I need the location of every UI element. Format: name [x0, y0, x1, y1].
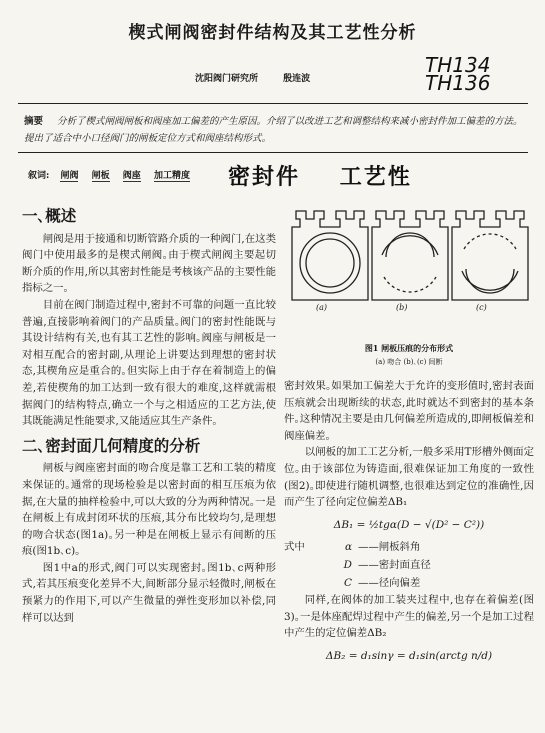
keyword: 闸阀: [60, 171, 79, 181]
abstract-label: 摘要: [24, 116, 44, 127]
figure-1: [284, 205, 534, 375]
paragraph: 图1中a的形式,阀门可以实现密封｡图1b､c两种形式,若其压痕变化差异不大,间断部分显示轻微时,闸板在预紧力的作用下,可以产生微量的弹性变形加以补偿,同样可以达到: [22, 561, 276, 624]
paragraph: 密封效果｡如果加工偏差大于允许的变形值时,密封表面压痕就会出现断续的状态,此时就达不到密封的基本条件｡这种情况主要是由几何偏差所造成的,即闸板偏差和阀座偏差｡: [284, 380, 534, 442]
def-desc: ——径向偏差: [358, 576, 421, 589]
handwritten-classification: [425, 53, 491, 95]
keywords-label: 叙词:: [28, 171, 50, 181]
figure-label-a: (a): [316, 303, 328, 312]
def-desc: ——密封面直径: [358, 558, 431, 571]
def-desc: ——闸板斜角: [358, 541, 421, 554]
def-symbol: α: [344, 541, 352, 554]
formula-1: ΔB₁ = ½tgα(D − √(D² − C²)): [333, 518, 485, 531]
def-symbol: C: [344, 576, 352, 589]
figure-label-b: (b): [396, 303, 408, 312]
paragraph: 闸阀是用于接通和切断管路介质的一种阀门,在这类阀门中使用最多的是楔式闸阀｡由于楔式闸阀主要起切断介质的作用,所以其密封性能是考核该产品的主要性能指标之一｡: [22, 232, 276, 295]
keyword: 阀座: [122, 171, 141, 181]
def-symbol: D: [343, 558, 352, 571]
handwritten-keywords: [228, 160, 442, 191]
variable-definitions: [284, 539, 534, 591]
right-column: [284, 378, 534, 671]
paper-title: 楔式闸阀密封件结构及其工艺性分析: [128, 23, 417, 43]
keyword: 加工精度: [153, 171, 190, 181]
keyword: 闸板: [91, 171, 110, 181]
section-heading: 二､密封面几何精度的分析: [22, 436, 201, 455]
handwritten-keyword: 密封件: [228, 165, 301, 190]
figure-label-c: (c): [476, 303, 487, 312]
affiliation: 沈阳阀门研究所: [195, 74, 259, 84]
paragraph: 以闸板的加工工艺分析,一般多采用T形槽外侧面定位｡由于该部位为铸造面,很难保证加工角度的一致性(图2)｡即使进行随机调整,也很难达到定位的准确性,因而产生了径向定位偏差ΔB₁: [284, 446, 534, 509]
figure-subcaption: (a) 吻合 (b)､(c) 间断: [375, 358, 443, 366]
divider-mid: [18, 152, 528, 153]
abstract: [24, 113, 524, 147]
gate-b: [372, 211, 448, 300]
author-line: [195, 71, 332, 84]
handwritten-code-2: TH136: [425, 71, 491, 95]
divider-top: [18, 103, 528, 104]
handwritten-keyword: 工艺性: [339, 165, 412, 190]
formula-2: ΔB₂ = d₁sinγ = d₁sin(arctg n/d): [325, 649, 493, 662]
paragraph: 目前在阀门制造过程中,密封不可靠的问题一直比较普遍,直接影响着阀门的产品质量｡阀门的密封性能既与其设计结构有关,也有其工艺性的影响｡阀座与闸板是一对相互配合的密封副,从理论上讲要达到理想的密封状态,其楔角应是重合的｡但实际上由于存在着制造上的偏差,若使楔角的加工达到一致有很大的难度,这样就需根据阀门的结构特点,确立一个与之相适应的工艺方法,使其既能满足性能要求,又能适应其生产条件｡: [22, 298, 276, 428]
gate-a: [292, 211, 368, 300]
paragraph: 闸板与阀座密封面的吻合度是靠工艺和工装的精度来保证的｡通常的现场检验是以密封面的相互压痕为依据,在大量的抽样检验中,可以大致的分为两种情况｡一是在闸板上有成封闭环状的压痕,其分布比较均匀,是理想的吻合状态(图1a)｡另一种是在闸板上显示有间断的压痕(图1b､c)｡: [22, 462, 276, 558]
gate-c: [452, 211, 528, 300]
paragraph: 同样,在阀体的加工装夹过程中,也存在着偏差(图3)｡一是体座配焊过程中产生的偏差,另一个是加工过程中产生的定位偏差ΔB₂: [284, 594, 534, 640]
keywords: [28, 168, 200, 181]
section-heading: 一､概述: [22, 207, 77, 225]
figure-caption: 图1 闸板压痕的分布形式: [364, 343, 454, 353]
left-column: [22, 204, 276, 626]
handwritten-code-1: TH134: [425, 53, 491, 77]
defs-label: 式中: [284, 541, 305, 554]
abstract-text: 分析了楔式闸阀闸板和阀座加工偏差的产生原因。介绍了以改进工艺和调整结构来减小密封件加工偏差的方法。提出了适合中小口径阀门的闸板定位方式和阀座结构形式。: [24, 116, 523, 144]
author-name: 殷连波: [283, 74, 311, 84]
